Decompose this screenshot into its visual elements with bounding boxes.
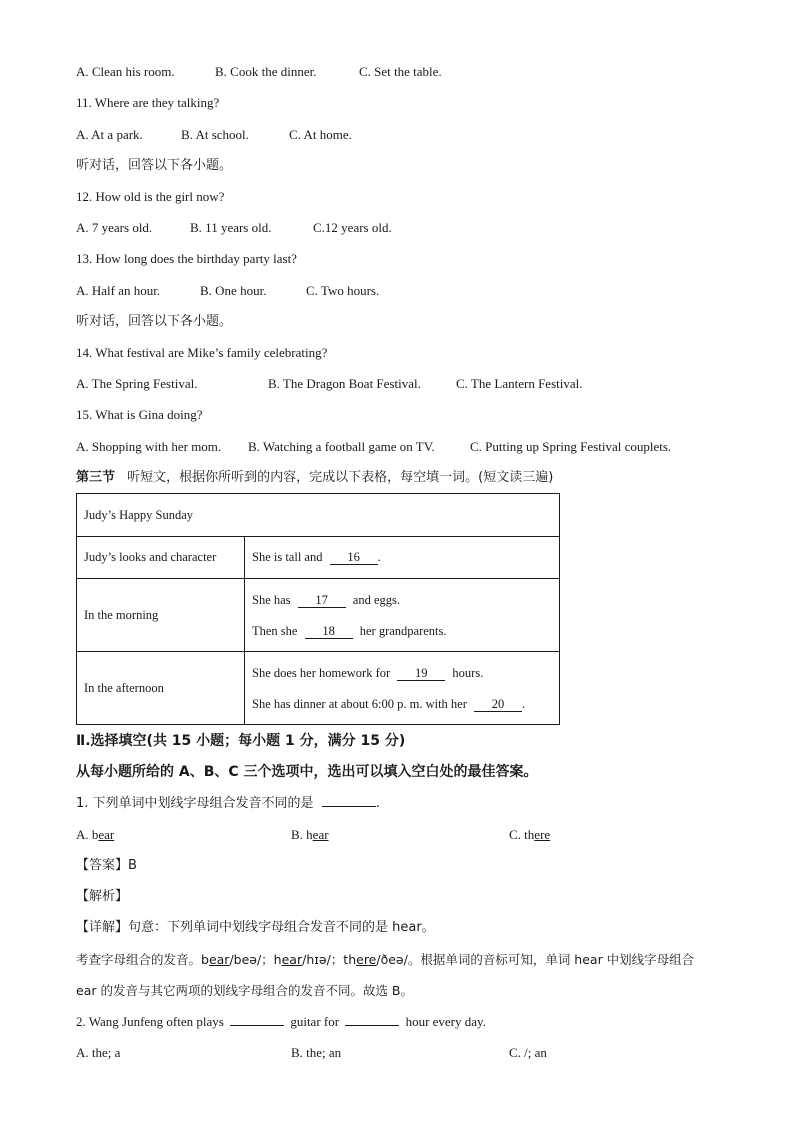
- p2-blank-2: [345, 1025, 399, 1026]
- text-segment: She has dinner at about 6:00 p. m. with her: [252, 696, 467, 711]
- q10-option-a: A. Clean his room.: [76, 64, 175, 79]
- text-segment: 考查字母组合的发音。b: [76, 952, 209, 967]
- text-segment: hours.: [452, 665, 484, 680]
- answer-line: [76, 858, 137, 874]
- table-row: [77, 494, 560, 537]
- underlined-letters: ere: [356, 952, 377, 967]
- underlined-letters: ear: [312, 827, 329, 842]
- text-segment: /hɪə/；th: [302, 952, 357, 967]
- part-2-instruction: 从每小题所给的 A、B、C 三个选项中，选出可以填入空白处的最佳答案。: [76, 764, 538, 780]
- row-label-morning: In the morning: [77, 579, 245, 652]
- listening-instruction-1: 听对话，回答以下各小题。: [76, 158, 233, 173]
- text-segment: A. b: [76, 827, 99, 842]
- section-3-heading: [76, 470, 553, 486]
- q11-option-c: C. At home.: [289, 127, 352, 142]
- detail-label: 【详解】: [76, 920, 129, 935]
- row-label-looks: Judy’s looks and character: [77, 537, 245, 579]
- row-content-afternoon: [245, 652, 560, 725]
- text-segment: B. h: [291, 827, 313, 842]
- p1-stem-text: 1. 下列单词中划线字母组合发音不同的是: [76, 796, 314, 811]
- p1-stem: [76, 796, 380, 812]
- q14-option-c: C. The Lantern Festival.: [456, 376, 583, 391]
- q13-stem: 13. How long does the birthday party last?: [76, 251, 297, 266]
- analysis-label: 【解析】: [76, 889, 129, 904]
- text-segment: C. th: [509, 827, 535, 842]
- q14-option-a: A. The Spring Festival.: [76, 376, 198, 391]
- blank-16: 16: [330, 550, 378, 565]
- text-segment: /ðeə/。根据单词的音标可知，单词 hear 中划线字母组合: [376, 952, 695, 967]
- q15-option-a: A. Shopping with her mom.: [76, 439, 222, 454]
- row-label-afternoon: In the afternoon: [77, 652, 245, 725]
- underlined-letters: ear: [281, 952, 303, 967]
- p2-option-b: B. the; an: [291, 1045, 342, 1060]
- underlined-letters: ear: [208, 952, 230, 967]
- detail-line: [76, 920, 435, 936]
- blank-20: 20: [474, 697, 522, 712]
- q13-option-a: A. Half an hour.: [76, 283, 161, 298]
- q11-option-b: B. At school.: [181, 127, 249, 142]
- underlined-letters: ere: [534, 827, 551, 842]
- q12-option-c: C.12 years old.: [313, 220, 392, 235]
- part-2-title: Ⅱ.选择填空(共 15 小题；每小题 1 分，满分 15 分): [76, 733, 406, 749]
- p2-option-a: A. the; a: [76, 1045, 121, 1060]
- text-segment: her grandparents.: [359, 623, 447, 638]
- q10-option-b: B. Cook the dinner.: [215, 64, 317, 79]
- table-title: Judy’s Happy Sunday: [77, 494, 560, 537]
- p1-option-a: [76, 827, 114, 843]
- judy-sunday-table: [76, 493, 560, 725]
- section-3-label: 第三节: [76, 470, 116, 485]
- blank-18: 18: [305, 624, 353, 639]
- q11-option-a: A. At a park.: [76, 127, 143, 142]
- q14-stem: 14. What festival are Mike’s family celebrating?: [76, 345, 328, 360]
- q13-option-b: B. One hour.: [200, 283, 267, 298]
- p2-blank-1: [230, 1025, 284, 1026]
- text-segment: .: [522, 696, 526, 711]
- detail-explanation-1: [76, 952, 694, 968]
- p1-blank: [322, 806, 376, 807]
- q12-option-a: A. 7 years old.: [76, 220, 153, 235]
- table-row: [77, 579, 560, 652]
- p2-stem: [76, 1014, 486, 1030]
- detail-explanation-2: ear 的发音与其它两项的划线字母组合的发音不同。故选 B。: [76, 983, 414, 998]
- q14-option-b: B. The Dragon Boat Festival.: [268, 376, 421, 391]
- section-3-instruction: 听短文，根据你所听到的内容，完成以下表格，每空填一词。(短文读三遍): [127, 470, 554, 485]
- listening-instruction-2: 听对话，回答以下各小题。: [76, 314, 233, 329]
- q15-option-b: B. Watching a football game on TV.: [248, 439, 435, 454]
- text-segment: hour every day.: [405, 1014, 486, 1029]
- p2-option-c: C. /; an: [509, 1045, 547, 1060]
- q10-option-c: C. Set the table.: [359, 64, 442, 79]
- text-segment: .: [375, 796, 380, 811]
- q13-option-c: C. Two hours.: [306, 283, 380, 298]
- text-segment: /beə/；h: [229, 952, 282, 967]
- blank-19: 19: [397, 666, 445, 681]
- underlined-letters: ear: [98, 827, 115, 842]
- q11-stem: 11. Where are they talking?: [76, 95, 220, 110]
- table-row: [77, 537, 560, 579]
- answer-value: B: [128, 858, 137, 873]
- p1-option-c: [509, 827, 550, 843]
- q12-option-b: B. 11 years old.: [190, 220, 272, 235]
- blank-17: 17: [298, 593, 346, 608]
- row-content-looks: [245, 537, 560, 579]
- q12-stem: 12. How old is the girl now?: [76, 189, 225, 204]
- text-segment: 2. Wang Junfeng often plays: [76, 1014, 224, 1029]
- table-row: [77, 652, 560, 725]
- text-segment: She is tall and: [252, 550, 323, 564]
- answer-label: 【答案】: [76, 858, 129, 873]
- q15-stem: 15. What is Gina doing?: [76, 407, 203, 422]
- text-segment: and eggs.: [352, 592, 401, 607]
- text-segment: Then she: [252, 623, 298, 638]
- detail-text: 句意：下列单词中划线字母组合发音不同的是 hear。: [128, 920, 435, 935]
- row-content-morning: [245, 579, 560, 652]
- q15-option-c: C. Putting up Spring Festival couplets.: [470, 439, 672, 454]
- text-segment: She does her homework for: [252, 665, 391, 680]
- text-segment: .: [377, 550, 381, 564]
- text-segment: guitar for: [290, 1014, 340, 1029]
- p1-option-b: [291, 827, 329, 843]
- text-segment: She has: [252, 592, 291, 607]
